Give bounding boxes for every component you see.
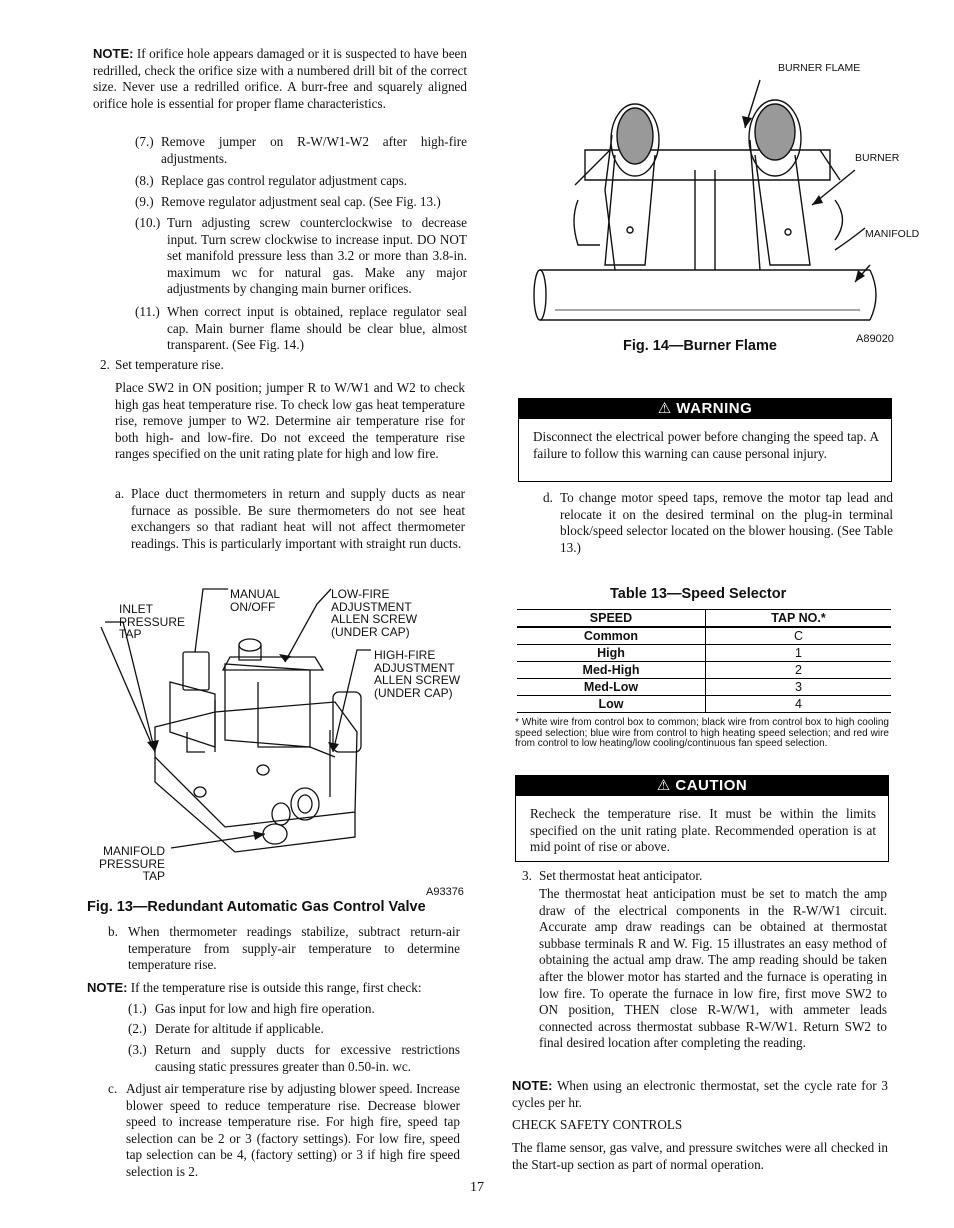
- label-manifold-pressure-tap: MANIFOLD PRESSURE TAP: [99, 844, 166, 883]
- table13-title: Table 13—Speed Selector: [610, 586, 787, 602]
- table-row: Med-High 2: [517, 662, 891, 679]
- header-tap-no: TAP NO.*: [706, 610, 892, 628]
- table-row: Common C: [517, 627, 891, 645]
- label-low-fire: LOW-FIRE ADJUSTMENT ALLEN SCREW (UNDER CAP): [331, 587, 418, 639]
- page-number: 17: [470, 1180, 484, 1195]
- caution-text: Recheck the temperature rise. It must be within the limits specified on the unit rating plate. Recommended operation is at mid point of rise or above.: [530, 806, 876, 855]
- warning-box: [518, 398, 892, 482]
- check-safety-paragraph: The flame sensor, gas valve, and pressure switches were all checked in the Start-up section as part of normal operation.: [512, 1140, 888, 1172]
- gas-valve-illustration: [95, 582, 475, 882]
- label-inlet-pressure-tap: INLET PRESSURE TAP: [119, 602, 186, 641]
- header-speed: SPEED: [517, 610, 706, 628]
- warning-header: ⚠ WARNING: [519, 399, 891, 419]
- note-electronic-thermostat: NOTE: When using an electronic thermostat, set the cycle rate for 3 cycles per hr.: [512, 1078, 888, 1110]
- table-header-row: [517, 610, 891, 628]
- fig14-caption: Fig. 14—Burner Flame: [623, 338, 777, 354]
- label-high-fire: HIGH-FIRE ADJUSTMENT ALLEN SCREW (UNDER CAP): [374, 648, 461, 700]
- item-3-paragraph: The thermostat heat anticipation must be set to match the amp draw of the electrical components in the R-W/W1 circuit. Accurate amp draw readings can be obtained at thermostat subbase terminals R and W. Fig. 15 illustrates an easy method of obtaining the actual amp draw. The amp reading should be taken after the blower motor has started and the furnace is operating in low fire. To operate the furnace in low fire, first move SW2 to ON position, THEN close R-W/W1, with ammeter leads connected across thermostat subbase R-W/W1. Return SW2 to final desired location after completing the reading.: [539, 886, 887, 1051]
- fig13-code: A93376: [426, 886, 464, 898]
- label-burner-flame: BURNER FLAME: [778, 62, 861, 74]
- table13-footnote: * White wire from control box to common; black wire from control box to high cooling speed selection; blue wire from control to high heating speed selection; and red wire from control to low heating/low cooling/continuous fan speed selection.: [515, 717, 889, 749]
- table-row: Low 4: [517, 696, 891, 713]
- item-2-paragraph: Place SW2 in ON position; jumper R to W/W1 and W2 to check high gas heat temperature rise. To check low gas heat temperature rise, remove jumper to W2. Determine air temperature rise for both high- and low-fire. Do not exceed the temperature rise ranges specified on the unit rating plate for high and low fire.: [115, 380, 465, 462]
- note-orifice: NOTE: If orifice hole appears damaged or it is suspected to have been redrilled, check the orifice size with a numbered drill bit of the correct size. Never use a redrilled orifice. A burr-free and squarely aligned orifice hole is essential for proper flame characteristics.: [93, 46, 467, 111]
- caution-header: ⚠ CAUTION: [516, 776, 888, 796]
- label-burner: BURNER: [855, 152, 900, 164]
- speed-selector-table: [517, 609, 891, 713]
- warning-text: Disconnect the electrical power before changing the speed tap. A failure to follow this warning can cause personal injury.: [533, 429, 879, 461]
- label-manual-onoff: MANUAL ON/OFF: [230, 587, 281, 614]
- caution-box: [515, 775, 889, 862]
- note-temp-rise: NOTE: If the temperature rise is outside this range, first check:: [87, 980, 422, 995]
- table-row: Med-Low 3: [517, 679, 891, 696]
- table-row: High 1: [517, 645, 891, 662]
- fig14-code: A89020: [856, 333, 894, 345]
- fig13-caption: Fig. 13—Redundant Automatic Gas Control Valve: [87, 899, 426, 915]
- burner-flame-illustration: [530, 70, 890, 330]
- check-safety-heading: CHECK SAFETY CONTROLS: [512, 1117, 683, 1132]
- label-manifold: MANIFOLD: [865, 228, 920, 240]
